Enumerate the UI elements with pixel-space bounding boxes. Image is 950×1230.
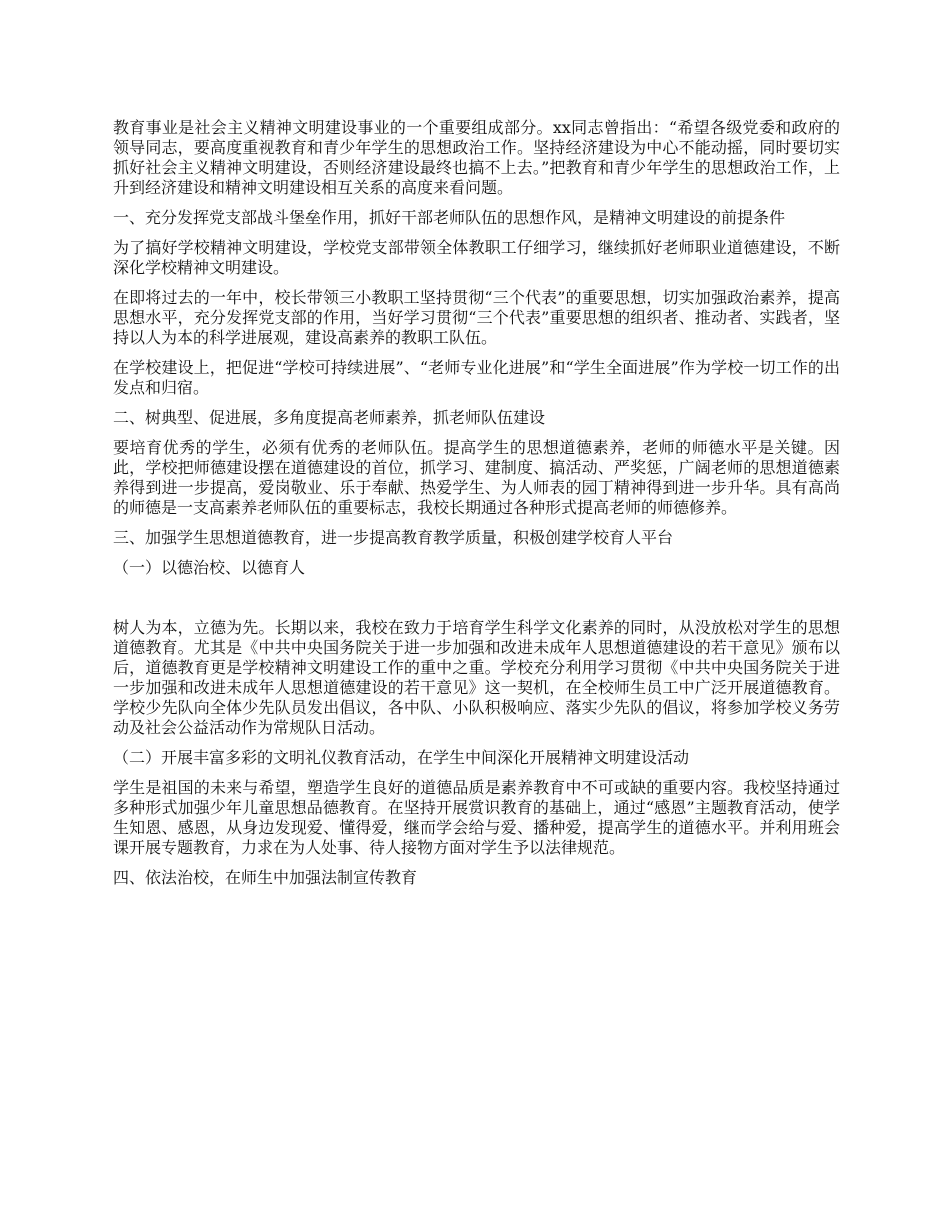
paragraph-school-building: 在学校建设上，把促进“学校可持续进展”、“老师专业化进展”和“学生全面进展”作为学校一切工作的出发点和归宿。 (113, 358, 840, 397)
paragraph-party-branch: 为了搞好学校精神文明建设，学校党支部带领全体教职工仔细学习，继续抓好老师职业道德建设，不断深化学校精神文明建设。 (113, 238, 840, 277)
subsection-heading-3-1: （一）以德治校、以德育人 (113, 558, 306, 577)
paragraph-etiquette-education: 学生是祖国的未来与希望，塑造学生良好的道德品质是素养教育中不可或缺的重要内容。我校坚持通过多种形式加强少年儿童思想品德教育。在坚持开展赏识教育的基础上，通过“感恩”主题教育活动，使学生知恩、感恩，从身边发现爱、懂得爱，继而学会给与爱、播种爱，提高学生的道德水平。并利用班会课开展专题教育，力求在为人处事、待人接物方面对学生予以法律规范。 (113, 778, 840, 857)
section-heading-3: 三、加强学生思想道德教育，进一步提高教育教学质量，积极创建学校育人平台 (113, 528, 674, 547)
blank-spacer (113, 588, 840, 618)
document-body (113, 118, 840, 898)
paragraph-intro: 教育事业是社会主义精神文明建设事业的一个重要组成部分。xx同志曾指出：“希望各级党委和政府的领导同志，要高度重视教育和青少年学生的思想政治工作。坚持经济建设为中心不能动摇，同时要切实抓好社会主义精神文明建设，否则经济建设最终也搞不上去。”把教育和青少年学生的思想政治工作，上升到经济建设和精神文明建设相互关系的高度来看问题。 (113, 118, 840, 197)
paragraph-teacher-ethics: 要培育优秀的学生，必须有优秀的老师队伍。提高学生的思想道德素养，老师的师德水平是关键。因此，学校把师德建设摆在道德建设的首位，抓学习、建制度、搞活动、严奖惩，广阔老师的思想道德素养得到进一步提高，爱岗敬业、乐于奉献、热爱学生、为人师表的园丁精神得到进一步升华。具有高尚的师德是一支高素养老师队伍的重要标志，我校长期通过各种形式提高老师的师德修养。 (113, 438, 840, 517)
section-heading-2: 二、树典型、促进展，多角度提高老师素养，抓老师队伍建设 (113, 408, 546, 427)
paragraph-three-represents: 在即将过去的一年中，校长带领三小教职工坚持贯彻“三个代表”的重要思想，切实加强政治素养，提高思想水平，充分发挥党支部的作用，当好学习贯彻“三个代表”重要思想的组织者、推动者、实践者，坚持以人为本的科学进展观，建设高素养的教职工队伍。 (113, 288, 840, 347)
section-heading-1: 一、充分发挥党支部战斗堡垒作用，抓好干部老师队伍的思想作风，是精神文明建设的前提条件 (113, 208, 786, 227)
subsection-heading-3-2: （二）开展丰富多彩的文明礼仪教育活动，在学生中间深化开展精神文明建设活动 (113, 748, 690, 767)
paragraph-moral-education: 树人为本，立德为先。长期以来，我校在致力于培育学生科学文化素养的同时，从没放松对学生的思想道德教育。尤其是《中共中央国务院关于进一步加强和改进未成年人思想道德建设的若干意见》颁布以后，道德教育更是学校精神文明建设工作的重中之重。学校充分利用学习贯彻《中共中央国务院关于进一步加强和改进未成年人思想道德建设的若干意见》这一契机，在全校师生员工中广泛开展道德教育。学校少先队向全体少先队员发出倡议，各中队、小队积极响应、落实少先队的倡议，将参加学校义务劳动及社会公益活动作为常规队日活动。 (113, 618, 840, 737)
section-heading-4: 四、依法治校，在师生中加强法制宣传教育 (113, 868, 418, 887)
